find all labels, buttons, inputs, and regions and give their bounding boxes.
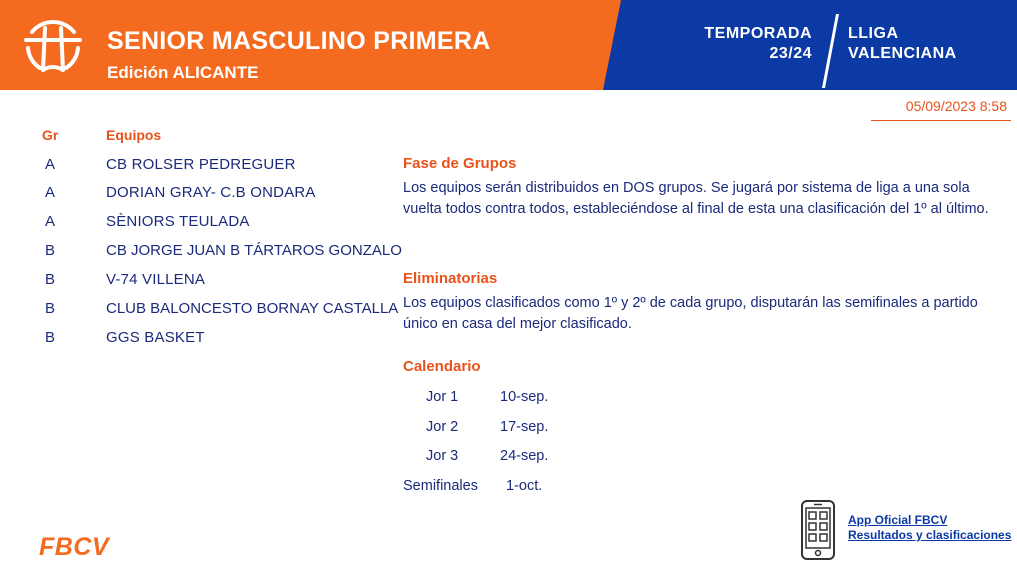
smartphone-icon: [800, 500, 836, 560]
season-label: TEMPORADA: [704, 25, 812, 42]
page-subtitle: Edición ALICANTE: [107, 63, 259, 82]
table-row: [0, 213, 400, 237]
team-group: A: [45, 184, 56, 201]
team-group: B: [45, 300, 56, 317]
column-header-group: Gr: [42, 127, 59, 143]
section-title-knockout: Eliminatorias: [403, 270, 498, 287]
team-group: A: [45, 156, 56, 173]
calendar-date: 1-oct.: [506, 478, 543, 494]
calendar-date: 24-sep.: [500, 448, 549, 464]
team-group: B: [45, 242, 56, 259]
section-title-groups: Fase de Grupos: [403, 155, 517, 172]
app-link-title[interactable]: App Oficial FBCV: [848, 513, 948, 527]
table-row: [0, 242, 400, 266]
season-block: [704, 24, 812, 64]
table-row: [0, 300, 400, 324]
team-name: V-74 VILLENA: [106, 271, 206, 288]
fbcv-logo-text: FBCV: [39, 533, 110, 559]
team-name: CLUB BALONCESTO BORNAY CASTALLA: [106, 300, 399, 317]
basketball-icon: [24, 14, 82, 74]
calendar-round: Semifinales: [403, 478, 478, 494]
table-row: [0, 184, 400, 208]
table-row: [0, 156, 400, 180]
team-name: CB JORGE JUAN B TÁRTAROS GONZALO: [106, 242, 402, 259]
page-title: SENIOR MASCULINO PRIMERA: [107, 27, 491, 55]
section-body-knockout: Los equipos clasificados como 1º y 2º de cada grupo, disputarán las semifinales a partido único en casa del mejor clasificado.: [403, 295, 978, 332]
table-row: [0, 329, 400, 353]
section-body-groups: Los equipos serán distribuidos en DOS grupos. Se jugará por sistema de liga a una sola vuelta todos contra todos, estableciéndose al final de esta una clasificación del 1º al último.: [403, 180, 989, 217]
team-name: SÈNIORS TEULADA: [106, 213, 250, 230]
team-name: GGS BASKET: [106, 329, 205, 346]
column-header-teams: Equipos: [106, 127, 162, 143]
calendar-round: Jor 2: [426, 419, 459, 435]
timestamp-underline: [871, 120, 1011, 121]
calendar-row: [403, 448, 603, 470]
calendar-row: [403, 478, 603, 500]
calendar-round: Jor 3: [426, 448, 459, 464]
calendar-date: 10-sep.: [500, 389, 549, 405]
team-name: DORIAN GRAY- C.B ONDARA: [106, 184, 316, 201]
team-group: B: [45, 329, 56, 346]
league-line-2: VALENCIANA: [848, 45, 957, 62]
team-group: B: [45, 271, 56, 288]
calendar-date: 17-sep.: [500, 419, 549, 435]
header-banner: [0, 0, 1017, 90]
fbcv-logo: [37, 533, 137, 559]
calendar-row: [403, 419, 603, 441]
timestamp: 05/09/2023 8:58: [905, 98, 1007, 114]
season-value: 23/24: [769, 45, 812, 62]
section-title-calendar: Calendario: [403, 358, 481, 375]
table-row: [0, 271, 400, 295]
app-link-subtitle[interactable]: Resultados y clasificaciones: [848, 528, 1012, 542]
calendar-round: Jor 1: [426, 389, 459, 405]
team-name: CB ROLSER PEDREGUER: [106, 156, 296, 173]
league-line-1: LLIGA: [848, 25, 899, 42]
calendar-row: [403, 389, 603, 411]
league-block: [848, 24, 957, 64]
team-group: A: [45, 213, 56, 230]
